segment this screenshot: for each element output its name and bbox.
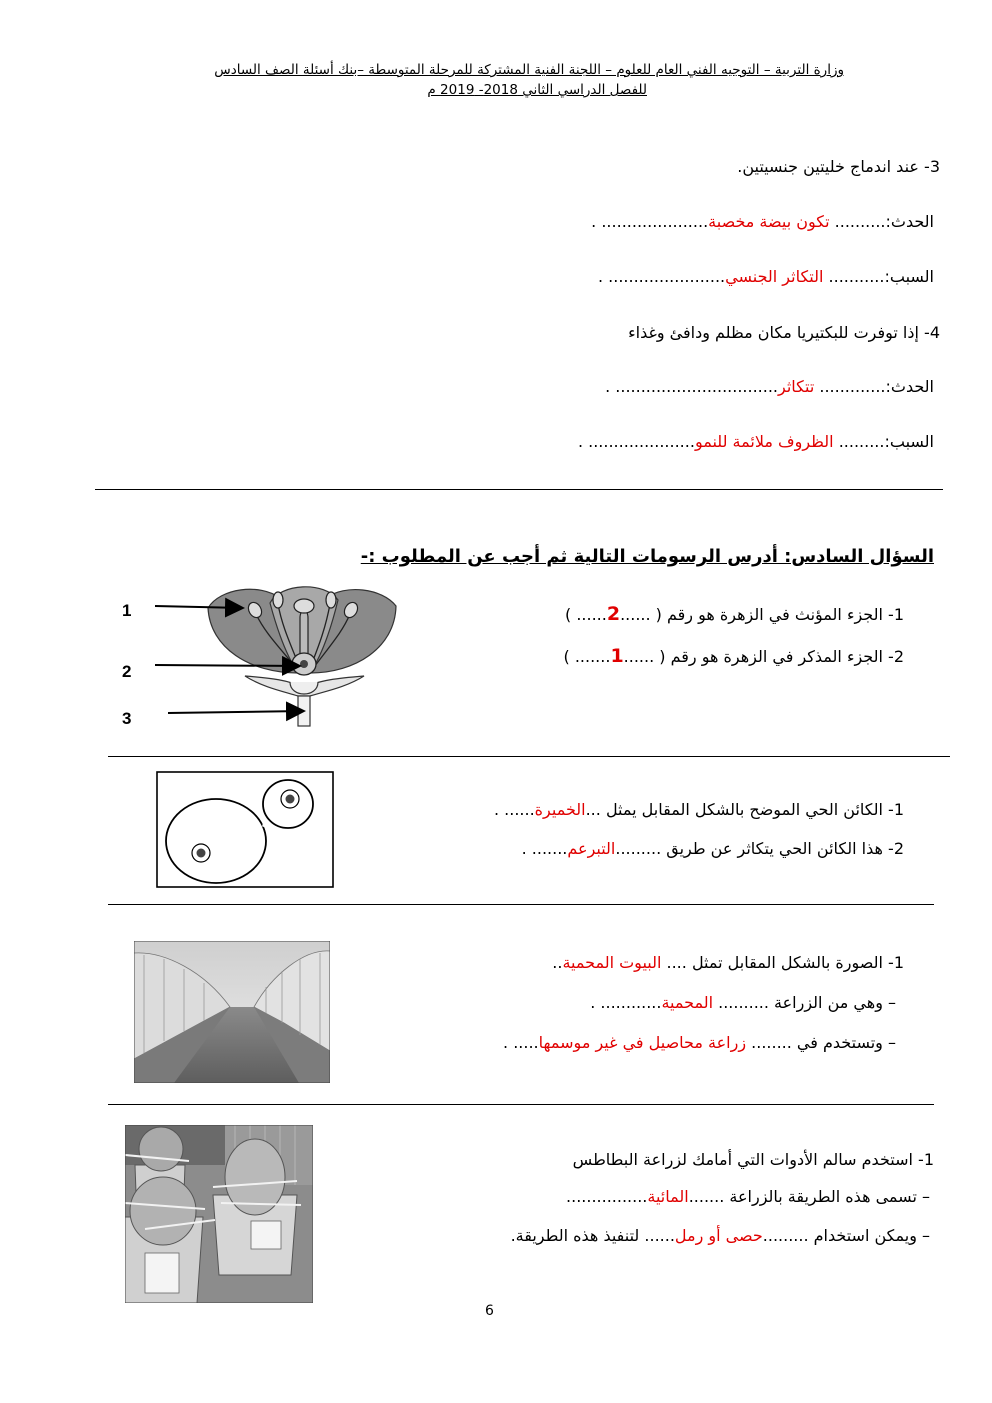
item3-event-answer: تكون بيضة مخصبة xyxy=(708,212,835,231)
flower-q2-prefix: 2- الجزء المذكر في الزهرة هو رقم ( ...... xyxy=(623,647,904,666)
yeast-diagram xyxy=(156,771,334,888)
potato-q2 xyxy=(566,1187,930,1206)
item3-event xyxy=(591,212,934,231)
yeast-mother-cell xyxy=(166,799,266,883)
flower-arrow-2 xyxy=(155,665,300,666)
flower-q2-suffix: ....... ) xyxy=(563,647,611,666)
divider-4 xyxy=(108,1104,934,1105)
flower-ovule xyxy=(300,660,308,668)
header-line-1: وزارة التربية – التوجيه الفني العام للعلوم – اللجنة الفنية المشتركة للمرحلة المتوسطة –بنك أسئلة الصف السادس xyxy=(214,62,844,78)
yeast-q2-prefix: 2- هذا الكائن الحي يتكاثر عن طريق ......... xyxy=(615,839,904,858)
potato-1 xyxy=(130,1177,196,1245)
flower-label-1: 1 xyxy=(122,601,132,620)
item4-reason-answer: الظروف ملائمة للنمو xyxy=(694,432,839,451)
potato-q1: 1- استخدم سالم الأدوات التي أمامك لزراعة البطاطس xyxy=(572,1150,934,1169)
greenhouse-q3-suffix: ..... . xyxy=(503,1033,539,1052)
item3-event-trail: ..................... . xyxy=(591,212,709,231)
item4-event-label: الحدث:............. xyxy=(819,377,934,396)
greenhouse-q2 xyxy=(590,993,896,1012)
item4-question: 4- إذا توفرت للبكتيريا مكان مظلم ودافئ وغذاء xyxy=(628,323,940,342)
yeast-q2-suffix: ....... . xyxy=(521,839,568,858)
flower-q1-prefix: 1- الجزء المؤنث في الزهرة هو رقم ( ...... xyxy=(620,605,904,624)
section6-title: السؤال السادس: أدرس الرسومات التالية ثم أجب عن المطلوب :- xyxy=(360,546,934,567)
divider-3 xyxy=(108,904,934,905)
potato-q2-answer: المائية xyxy=(647,1187,689,1206)
item3-reason xyxy=(598,267,934,286)
greenhouse-q3 xyxy=(503,1033,896,1052)
flower-q1 xyxy=(565,603,904,625)
flower-q1-suffix: ...... ) xyxy=(565,605,607,624)
greenhouse-q2-prefix: – وهي من الزراعة .......... xyxy=(713,993,896,1012)
potato-q2-suffix: ................ xyxy=(566,1187,648,1206)
greenhouse-q3-answer: زراعة محاصيل في غير موسمها xyxy=(538,1033,747,1052)
page-number: 6 xyxy=(485,1303,494,1319)
flower-arrow-3 xyxy=(168,711,304,713)
potato-jar-label-1 xyxy=(145,1253,179,1293)
divider-1 xyxy=(95,489,943,490)
flower-label-2: 2 xyxy=(122,662,132,681)
yeast-nucleus-2 xyxy=(281,790,299,808)
flower-q1-answer: 2 xyxy=(606,603,621,625)
item3-event-label: الحدث:.......... xyxy=(834,212,934,231)
yeast-q1-suffix: ...... . xyxy=(493,800,535,819)
potato-q3-prefix: – ويمكن استخدام ......... xyxy=(762,1226,930,1245)
yeast-nucleus-1 xyxy=(192,844,210,862)
flower-q2-answer: 1 xyxy=(610,645,624,667)
yeast-q1 xyxy=(494,800,904,819)
item4-event-answer: تتكاثر xyxy=(778,377,820,396)
greenhouse-photo xyxy=(134,941,330,1083)
greenhouse-q1-answer: البيوت المحمية xyxy=(562,953,662,972)
greenhouse-q1-prefix: 1- الصورة بالشكل المقابل تمثل .... xyxy=(661,953,904,972)
item3-question: 3- عند اندماج خليتين جنسيتين. xyxy=(737,157,940,176)
greenhouse-q1 xyxy=(552,953,904,972)
potato-3 xyxy=(139,1127,183,1171)
potato-photo xyxy=(125,1125,313,1303)
item3-reason-label: السبب:........... xyxy=(828,267,934,286)
yeast-q2 xyxy=(522,839,904,858)
item4-event xyxy=(605,377,934,396)
greenhouse-q2-suffix: ............ . xyxy=(590,993,662,1012)
item3-reason-trail: ....................... . xyxy=(597,267,726,286)
potato-jar-label-2 xyxy=(251,1221,281,1249)
yeast-q1-prefix: 1- الكائن الحي الموضح بالشكل المقابل يمثل ... xyxy=(585,800,904,819)
flower-stigma xyxy=(294,599,314,613)
yeast-q1-answer: الخميرة xyxy=(534,800,586,819)
flower-label-3: 3 xyxy=(122,709,132,728)
potato-q3-suffix: ...... لتنفيذ هذه الطريقة. xyxy=(510,1226,675,1245)
greenhouse-q1-suffix: .. xyxy=(552,953,563,972)
potato-q3 xyxy=(511,1226,930,1245)
item3-reason-answer: التكاثر الجنسي xyxy=(725,267,829,286)
header-line-2 xyxy=(387,82,647,98)
item4-reason-label: السبب:......... xyxy=(838,432,934,451)
item4-reason xyxy=(578,432,934,451)
divider-2 xyxy=(108,756,950,757)
yeast-q2-answer: التبرعم xyxy=(567,839,616,858)
item4-reason-trail: ..................... . xyxy=(577,432,695,451)
potato-q2-prefix: – تسمى هذه الطريقة بالزراعة ....... xyxy=(688,1187,930,1206)
flower-q2 xyxy=(564,645,905,667)
item4-event-trail: ................................ . xyxy=(605,377,779,396)
header-line-2-text: للفصل الدراسي الثاني 2018- 2019 م xyxy=(427,82,647,98)
potato-q3-answer: حصى أو رمل xyxy=(674,1226,763,1245)
greenhouse-q3-prefix: – وتستخدم في ........ xyxy=(746,1033,896,1052)
greenhouse-q2-answer: المحمية xyxy=(661,993,714,1012)
flower-diagram xyxy=(150,578,402,728)
